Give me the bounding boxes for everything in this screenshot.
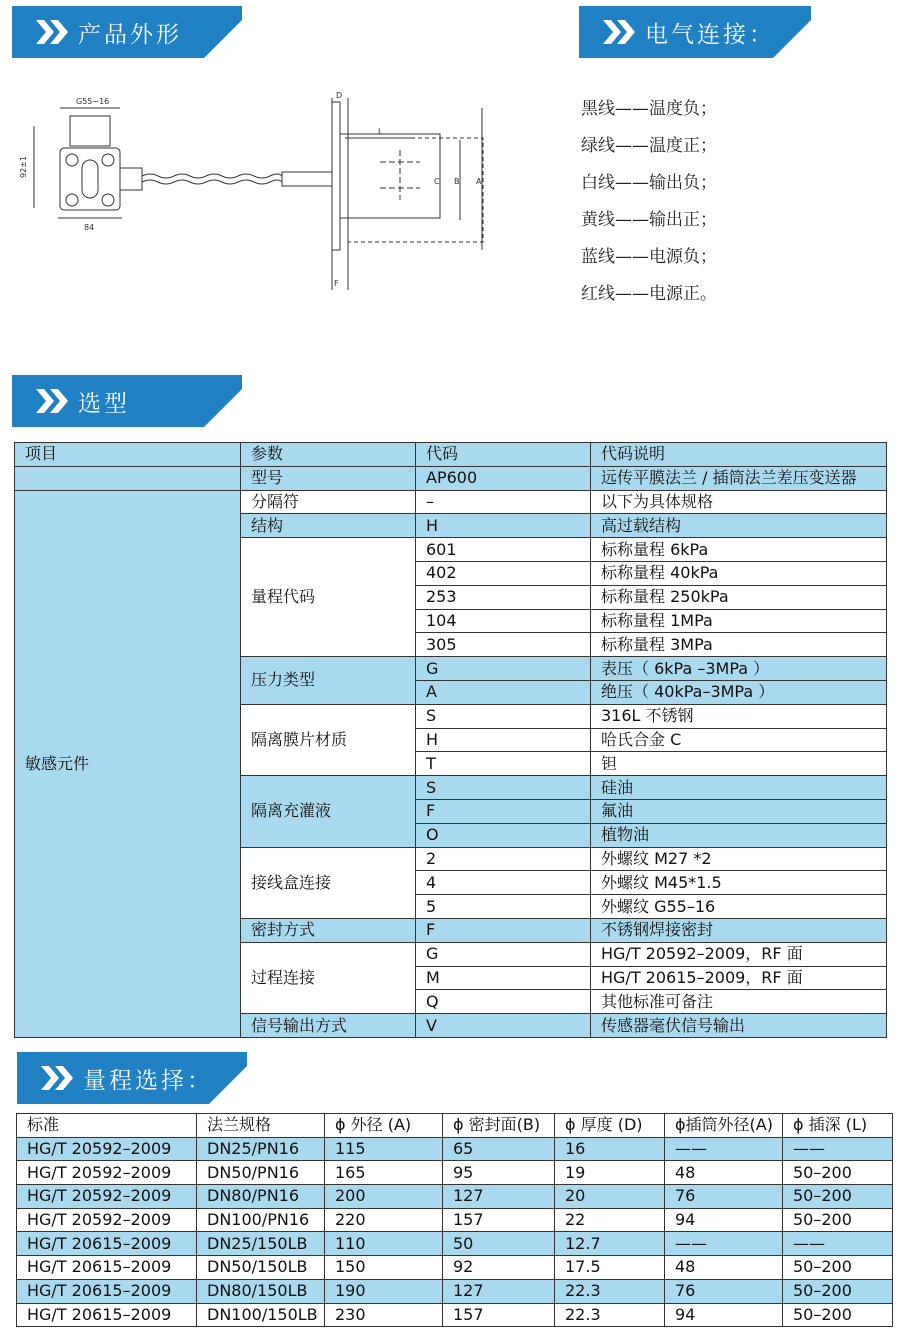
description-cell: 硅油	[591, 776, 887, 800]
table-cell: HG/T 20592–2009	[17, 1161, 197, 1185]
double-chevron-icon	[41, 1066, 75, 1090]
cable-gland	[120, 168, 142, 190]
capillary-line	[142, 180, 282, 184]
code-cell: F	[416, 799, 591, 823]
range-table	[16, 1113, 893, 1327]
code-cell: 402	[416, 561, 591, 585]
description-cell: 外螺纹 M45*1.5	[591, 871, 887, 895]
code-cell: G	[416, 942, 591, 966]
table-cell: 76	[665, 1185, 783, 1209]
table-cell: HG/T 20592–2009	[17, 1137, 197, 1161]
code-cell: F	[416, 918, 591, 942]
param-cell: 分隔符	[241, 490, 416, 514]
dim-label-b: B	[454, 177, 460, 186]
table-cell: 95	[443, 1161, 555, 1185]
description-cell: 不锈钢焊接密封	[591, 918, 887, 942]
connector-tube	[282, 172, 332, 186]
table-cell: 50–200	[783, 1161, 893, 1185]
electrical-connection-list	[581, 88, 881, 310]
flange-outline	[348, 138, 483, 242]
table-row	[15, 490, 887, 514]
table-row	[17, 1232, 893, 1256]
bolt	[102, 154, 114, 166]
code-cell: 104	[416, 609, 591, 633]
selection-table-body	[15, 443, 887, 1038]
description-cell: 钽	[591, 752, 887, 776]
table-row	[17, 1185, 893, 1209]
table-cell: 157	[443, 1208, 555, 1232]
sensor-housing	[60, 148, 120, 210]
table-cell: 50–200	[783, 1208, 893, 1232]
table-cell: ——	[783, 1137, 893, 1161]
param-cell: 隔离膜片材质	[241, 704, 416, 775]
code-cell: –	[416, 490, 591, 514]
description-cell: 绝压（ 40kPa–3MPa ）	[591, 680, 887, 704]
table-cell: DN100/150LB	[197, 1303, 325, 1327]
table-header-row	[15, 443, 887, 467]
code-cell: S	[416, 704, 591, 728]
item-cell: 敏感元件	[15, 490, 241, 1037]
table-cell: DN50/150LB	[197, 1256, 325, 1280]
table-row	[17, 1208, 893, 1232]
table-cell: 17.5	[555, 1256, 665, 1280]
table-cell: 150	[325, 1256, 443, 1280]
table-cell: 22.3	[555, 1279, 665, 1303]
table-cell: ——	[783, 1232, 893, 1256]
table-cell: 19	[555, 1161, 665, 1185]
table-cell: 92	[443, 1256, 555, 1280]
table-cell: 65	[443, 1137, 555, 1161]
table-cell: 157	[443, 1303, 555, 1327]
table-cell: 50	[443, 1232, 555, 1256]
table-cell: HG/T 20615–2009	[17, 1232, 197, 1256]
wire-item: 蓝线——电源负；	[581, 247, 717, 267]
table-cell: 165	[325, 1161, 443, 1185]
description-cell: 标称量程 3MPa	[591, 633, 887, 657]
param-cell: 密封方式	[241, 918, 416, 942]
wire-item: 黑线——温度负；	[581, 99, 717, 119]
param-cell: 量程代码	[241, 538, 416, 657]
param-cell: 信号输出方式	[241, 1014, 416, 1038]
wire-item: 黄线——输出正；	[581, 210, 717, 230]
code-cell: A	[416, 680, 591, 704]
table-cell: AP600	[416, 466, 591, 490]
code-cell: 5	[416, 895, 591, 919]
code-cell: V	[416, 1014, 591, 1038]
param-cell: 压力类型	[241, 657, 416, 705]
description-cell: 植物油	[591, 823, 887, 847]
description-cell: 316L 不锈钢	[591, 704, 887, 728]
table-cell: 94	[665, 1208, 783, 1232]
table-cell: 远传平膜法兰 / 插筒法兰差压变送器	[591, 466, 887, 490]
table-cell: HG/T 20615–2009	[17, 1303, 197, 1327]
column-header: 代码	[416, 443, 591, 467]
dim-label-f: F	[334, 279, 339, 288]
table-cell: HG/T 20592–2009	[17, 1185, 197, 1209]
table-cell: 127	[443, 1185, 555, 1209]
description-cell: 氟油	[591, 799, 887, 823]
table-cell: 12.7	[555, 1232, 665, 1256]
description-cell: 其他标准可备注	[591, 990, 887, 1014]
table-cell: 190	[325, 1279, 443, 1303]
table-cell: 50–200	[783, 1279, 893, 1303]
banner-selection	[12, 375, 242, 427]
description-cell: 标称量程 40kPa	[591, 561, 887, 585]
column-header: ϕ 插深 (L)	[783, 1114, 893, 1138]
code-cell: M	[416, 966, 591, 990]
table-cell: DN100/PN16	[197, 1208, 325, 1232]
table-cell: 127	[443, 1279, 555, 1303]
code-cell: 601	[416, 538, 591, 562]
double-chevron-icon	[603, 20, 637, 44]
description-cell: 哈氏合金 C	[591, 728, 887, 752]
table-cell: ——	[665, 1232, 783, 1256]
height-dimension-label: 92±1	[19, 156, 28, 178]
range-table-body	[17, 1114, 893, 1327]
banner-range	[17, 1052, 247, 1104]
double-chevron-icon	[36, 389, 70, 413]
section-title-range: 量程选择：	[83, 1067, 213, 1094]
column-header: 项目	[15, 443, 241, 467]
param-cell: 过程连接	[241, 942, 416, 1013]
wire-item: 绿线——温度正；	[581, 136, 717, 156]
table-cell: 230	[325, 1303, 443, 1327]
table-cell: HG/T 20592–2009	[17, 1208, 197, 1232]
table-cell: DN80/150LB	[197, 1279, 325, 1303]
table-cell: 110	[325, 1232, 443, 1256]
code-cell: T	[416, 752, 591, 776]
table-row	[17, 1303, 893, 1327]
housing-window	[82, 160, 98, 198]
table-row	[17, 1161, 893, 1185]
column-header: ϕ 密封面(B)	[443, 1114, 555, 1138]
table-cell: DN50/PN16	[197, 1161, 325, 1185]
width-dimension-label: 84	[84, 223, 95, 232]
dim-label-d: D	[336, 91, 343, 100]
description-cell: 标称量程 6kPa	[591, 538, 887, 562]
table-cell: HG/T 20615–2009	[17, 1256, 197, 1280]
code-cell: 253	[416, 585, 591, 609]
table-cell: 22.3	[555, 1303, 665, 1327]
product-outline-drawing	[20, 90, 500, 300]
table-row	[17, 1137, 893, 1161]
table-cell: 16	[555, 1137, 665, 1161]
code-cell: H	[416, 728, 591, 752]
section-title-appearance: 产品外形	[78, 21, 182, 48]
code-cell: 2	[416, 847, 591, 871]
column-header: ϕ插筒外径(A)	[665, 1114, 783, 1138]
insert-cylinder	[340, 134, 440, 218]
table-header-row	[17, 1114, 893, 1138]
column-header: ϕ 厚度 (D)	[555, 1114, 665, 1138]
description-cell: 以下为具体规格	[591, 490, 887, 514]
model-row	[15, 466, 887, 490]
dim-label-c: C	[434, 177, 440, 186]
bolt	[102, 194, 114, 206]
description-cell: 标称量程 250kPa	[591, 585, 887, 609]
description-cell: HG/T 20592–2009，RF 面	[591, 942, 887, 966]
param-cell: 隔离充灌液	[241, 776, 416, 847]
capillary-line	[142, 174, 282, 178]
description-cell: 标称量程 1MPa	[591, 609, 887, 633]
description-cell: HG/T 20615–2009，RF 面	[591, 966, 887, 990]
column-header: 法兰规格	[197, 1114, 325, 1138]
column-header: ϕ 外径 (A)	[325, 1114, 443, 1138]
column-header: 标准	[17, 1114, 197, 1138]
banner-appearance	[12, 6, 242, 58]
dim-label-l: L	[378, 127, 383, 136]
code-cell: G	[416, 657, 591, 681]
table-cell: DN25/150LB	[197, 1232, 325, 1256]
table-cell: 115	[325, 1137, 443, 1161]
description-cell: 外螺纹 M27 *2	[591, 847, 887, 871]
code-cell: S	[416, 776, 591, 800]
section-title-electrical: 电气连接：	[645, 21, 775, 48]
description-cell: 传感器毫伏信号输出	[591, 1014, 887, 1038]
table-cell: 22	[555, 1208, 665, 1232]
flange-dimension-label: G55−16	[76, 97, 110, 106]
bolt	[66, 194, 78, 206]
code-cell: 305	[416, 633, 591, 657]
table-cell	[15, 466, 241, 490]
code-cell: O	[416, 823, 591, 847]
dim-label-a: A	[476, 177, 482, 186]
table-cell: ——	[665, 1137, 783, 1161]
double-chevron-icon	[36, 20, 70, 44]
column-header: 代码说明	[591, 443, 887, 467]
wire-item: 红线——电源正。	[581, 284, 717, 304]
table-cell: 50–200	[783, 1256, 893, 1280]
table-row	[17, 1256, 893, 1280]
flange-plate	[332, 102, 340, 250]
table-cell: 76	[665, 1279, 783, 1303]
code-cell: 4	[416, 871, 591, 895]
table-cell: DN80/PN16	[197, 1185, 325, 1209]
code-cell: H	[416, 514, 591, 538]
description-cell: 表压（ 6kPa –3MPa ）	[591, 657, 887, 681]
table-cell: 94	[665, 1303, 783, 1327]
description-cell: 外螺纹 G55–16	[591, 895, 887, 919]
param-cell: 接线盒连接	[241, 847, 416, 918]
table-cell: 型号	[241, 466, 416, 490]
selection-table	[14, 442, 887, 1038]
code-cell: Q	[416, 990, 591, 1014]
table-cell: 48	[665, 1161, 783, 1185]
description-cell: 高过载结构	[591, 514, 887, 538]
table-cell: HG/T 20615–2009	[17, 1279, 197, 1303]
table-cell: 200	[325, 1185, 443, 1209]
table-cell: 50–200	[783, 1185, 893, 1209]
table-cell: 20	[555, 1185, 665, 1209]
bolt	[66, 154, 78, 166]
section-title-selection: 选型	[78, 390, 130, 417]
table-cell: 50–200	[783, 1303, 893, 1327]
column-header: 参数	[241, 443, 416, 467]
table-cell: DN25/PN16	[197, 1137, 325, 1161]
flange-cap	[70, 116, 110, 146]
param-cell: 结构	[241, 514, 416, 538]
table-row	[17, 1279, 893, 1303]
table-cell: 48	[665, 1256, 783, 1280]
table-cell: 220	[325, 1208, 443, 1232]
banner-electrical	[579, 6, 811, 58]
wire-item: 白线——输出负；	[581, 173, 717, 193]
